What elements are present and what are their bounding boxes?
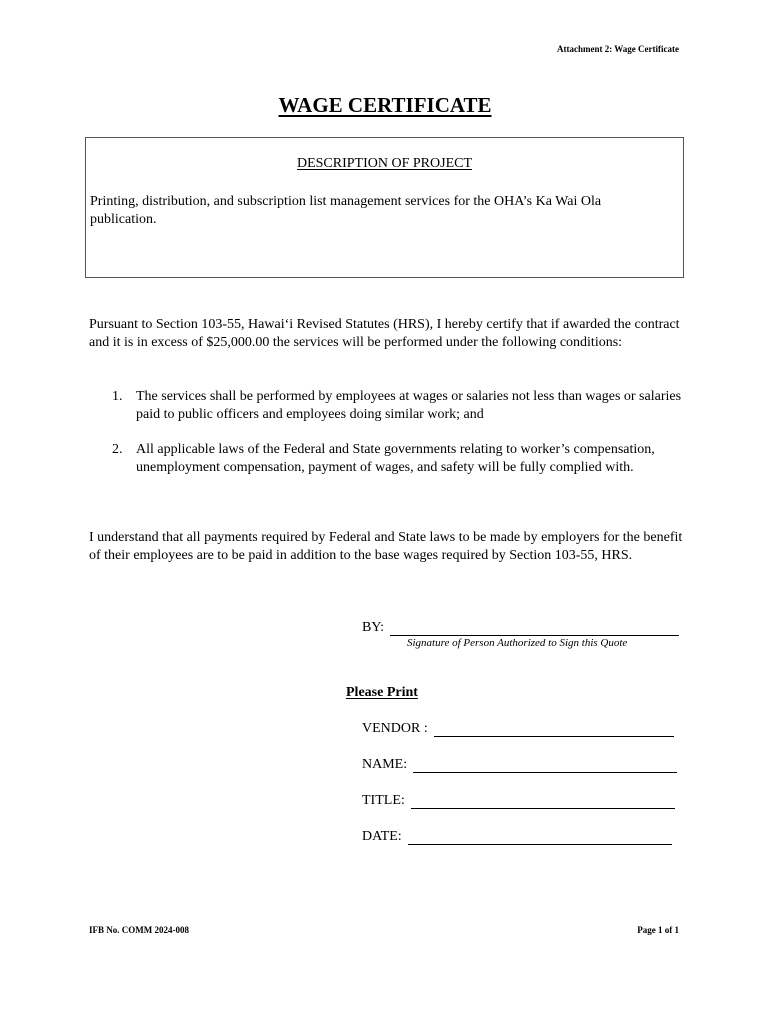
vendor-label: VENDOR : <box>362 721 428 736</box>
signature-row <box>362 620 679 636</box>
title-field[interactable] <box>411 794 675 809</box>
closing-paragraph: I understand that all payments required by Federal and State laws to be made by employers for the benefit of their employees are to be paid in addition to the base wages required by Section 103-55, HRS. <box>89 530 683 563</box>
condition-text: The services shall be performed by employees at wages or salaries not less than wages or salaries paid to public officers and employees doing similar work; and <box>136 389 682 422</box>
project-description-text: Printing, distribution, and subscription list management services for the OHA’s Ka Wai Ola publication. <box>90 194 602 227</box>
condition-item <box>112 441 690 477</box>
vendor-field[interactable] <box>434 722 674 737</box>
signature-caption: Signature of Person Authorized to Sign this Quote <box>407 637 628 649</box>
condition-number: 2. <box>112 442 123 457</box>
attachment-label: Attachment 2: Wage Certificate <box>556 44 679 54</box>
by-label: BY: <box>362 620 385 635</box>
signature-field[interactable] <box>390 621 679 636</box>
project-description-box <box>85 137 684 278</box>
name-row <box>362 757 677 773</box>
please-print-heading: Please Print <box>346 685 418 700</box>
condition-text: All applicable laws of the Federal and State governments relating to worker’s compensation, unemployment compensation, payment of wages, and safety will be fully complied with. <box>136 442 655 475</box>
name-label: NAME: <box>362 757 408 772</box>
page-title: WAGE CERTIFICATE <box>278 93 492 117</box>
intro-paragraph: Pursuant to Section 103-55, Hawai‘i Revised Statutes (HRS), I hereby certify that if awarded the contract and it is in excess of $25,000.00 the services will be performed under the following conditions: <box>89 317 680 350</box>
name-field[interactable] <box>413 758 677 773</box>
condition-item <box>112 388 690 424</box>
date-label: DATE: <box>362 829 402 844</box>
ifb-number: IFB No. COMM 2024-008 <box>89 925 189 935</box>
title-row <box>362 793 675 809</box>
condition-number: 1. <box>112 389 123 404</box>
date-row <box>362 829 672 845</box>
date-field[interactable] <box>408 830 672 845</box>
project-description-heading: DESCRIPTION OF PROJECT <box>296 156 473 171</box>
page-number: Page 1 of 1 <box>637 925 679 935</box>
vendor-row <box>362 721 674 737</box>
title-label: TITLE: <box>362 793 405 808</box>
conditions-list <box>112 388 690 494</box>
